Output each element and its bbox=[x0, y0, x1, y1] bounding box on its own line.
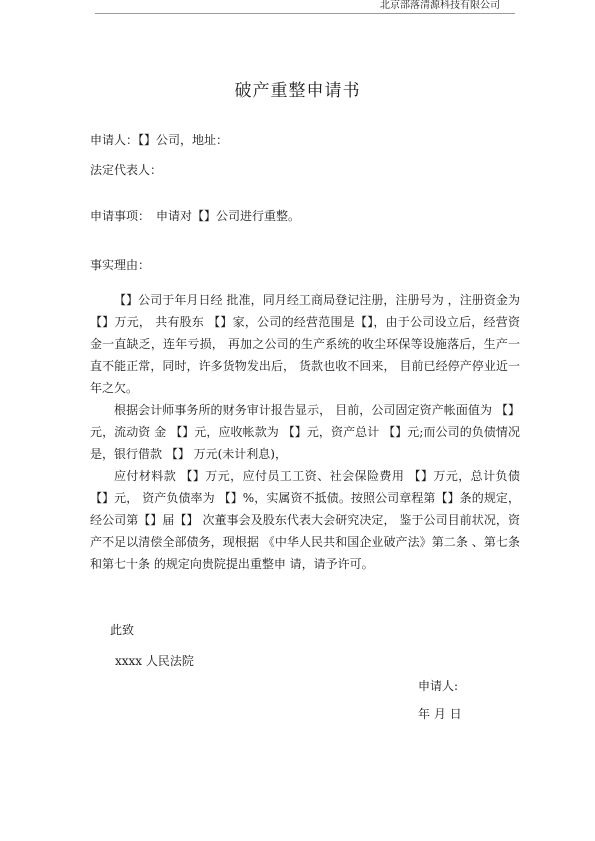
header-organization: 北京部落清源科技有限公司 bbox=[380, 0, 500, 11]
reasons-heading: 事实理由： bbox=[90, 258, 151, 272]
reasons-body bbox=[90, 289, 520, 575]
application-matter-line: 申请事项： 申请对【】公司进行重整。 bbox=[90, 209, 301, 223]
reason-paragraph-1: 【】公司于年月日经 批准，同月经工商局登记注册，注册号为 ，注册资金为【】万元， 共有股东 【】家，公司的经营范围是【】，由于公司设立后，经营资金一直缺乏，连年亏损， 再加之公司的生产系统的收尘环保等设施落后，生产一直不能正常，同时，许多货物发出后， 货款也收不回来， 目前已经停产停业近一年之欠。 bbox=[90, 293, 520, 395]
reason-paragraph-2: 根据会计师事务所的财务审计报告显示， 目前，公司固定资产帐面值为 【】元，流动资 金 【】元，应收帐款为 【】元，资产总计 【】元;而公司的负债情况是，银行借款 【】 万元(未计利息)， bbox=[90, 403, 520, 461]
signature-applicant: 申请人: bbox=[418, 679, 459, 693]
closing-salutation: 此致 bbox=[110, 623, 135, 637]
reason-paragraph-3: 应付材料款 【】万元，应付员工工资、社会保险费用 【】万元，总计负债 【】元， 资产负债率为 【】%，实属资不抵债。按照公司章程第【】条的规定，经公司第【】届【】 次董事会及股东代表大会研究决定， 鉴于公司目前状况，资产不足以清偿全部债务，现根据 《中华人民共和国企业破产法》第二条 、第七条 和第七十条 的规定向贵院提出重整申 请，请予许可。 bbox=[90, 469, 520, 571]
header-divider bbox=[95, 13, 515, 14]
signature-date: 年 月 日 bbox=[418, 707, 462, 721]
legal-representative-line: 法定代表人： bbox=[90, 163, 163, 177]
document-title: 破产重整申请书 bbox=[234, 81, 361, 101]
applicant-line: 申请人：【】公司，地址： bbox=[90, 133, 229, 147]
court-name: xxxx 人民法院 bbox=[115, 654, 194, 668]
